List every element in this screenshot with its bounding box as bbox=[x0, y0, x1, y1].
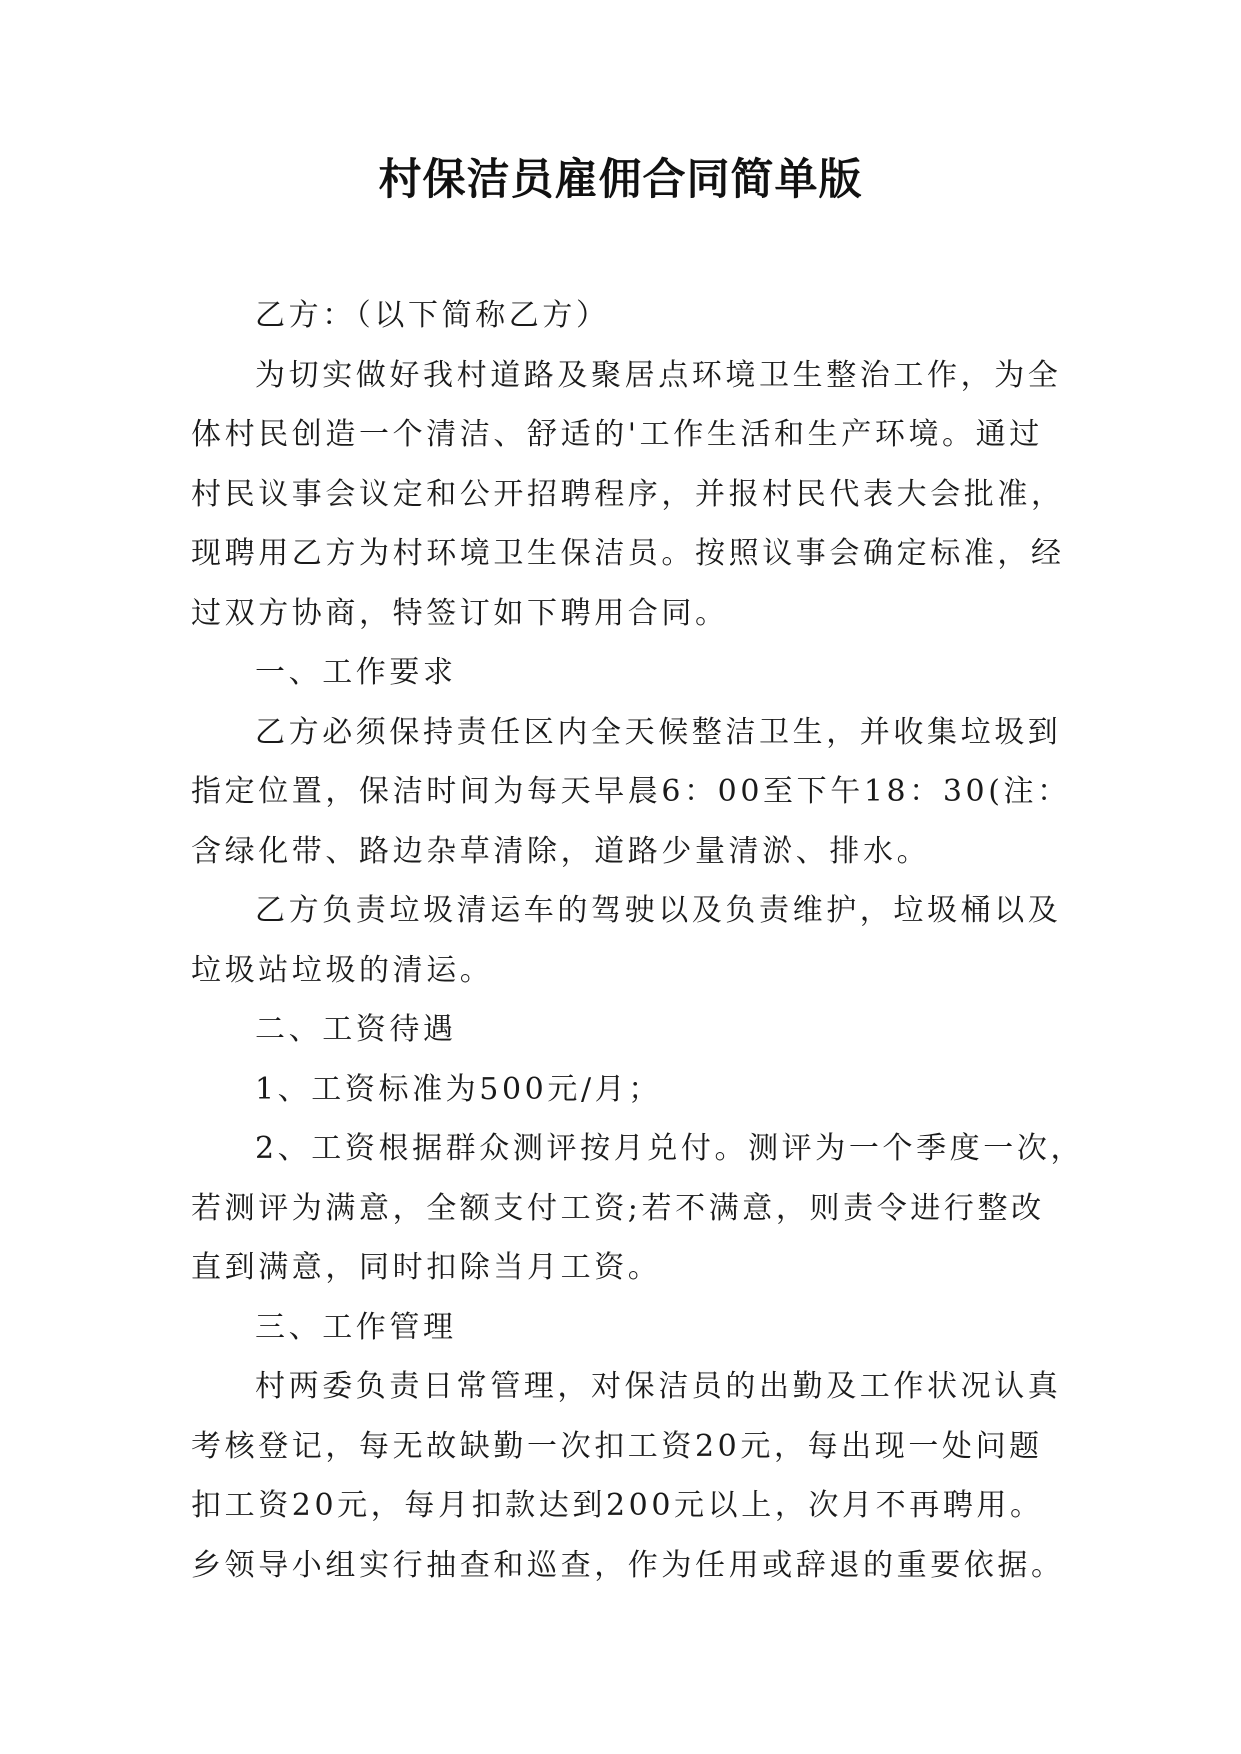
body-line: 村民议事会议定和公开招聘程序，并报村民代表大会批准， bbox=[191, 476, 1065, 512]
section-heading-wages: 二、工资待遇 bbox=[255, 1012, 457, 1047]
body-line: 指定位置，保洁时间为每天早晨6：00至下午18：30(注： bbox=[191, 774, 1071, 809]
body-line: 2、工资根据群众测评按月兑付。测评为一个季度一次， bbox=[255, 1131, 1085, 1166]
body-line: 体村民创造一个清洁、舒适的'工作生活和生产环境。通过 bbox=[191, 417, 1043, 452]
body-line: 含绿化带、路边杂草清除，道路少量清淤、排水。 bbox=[191, 833, 931, 869]
section-heading-work-management: 三、工作管理 bbox=[255, 1309, 457, 1345]
body-line: 乙方必须保持责任区内全天候整洁卫生，并收集垃圾到 bbox=[255, 714, 1062, 750]
document-body bbox=[191, 286, 1085, 1595]
body-line: 村两委负责日常管理，对保洁员的出勤及工作状况认真 bbox=[255, 1369, 1062, 1404]
body-line: 1、工资标准为500元/月； bbox=[255, 1071, 662, 1107]
body-line: 乡领导小组实行抽查和巡查，作为任用或辞退的重要依据。 bbox=[191, 1547, 1065, 1583]
body-line: 乙方：（以下简称乙方） bbox=[255, 298, 610, 333]
body-line: 若测评为满意，全额支付工资;若不满意，则责令进行整改 bbox=[191, 1190, 1045, 1226]
body-line: 为切实做好我村道路及聚居点环境卫生整治工作，为全 bbox=[255, 357, 1062, 393]
body-line: 垃圾站垃圾的清运。 bbox=[191, 952, 494, 988]
body-line: 直到满意，同时扣除当月工资。 bbox=[191, 1250, 662, 1285]
body-line: 乙方负责垃圾清运车的驾驶以及负责维护，垃圾桶以及 bbox=[255, 893, 1062, 928]
body-line: 扣工资20元，每月扣款达到200元以上，次月不再聘用。 bbox=[191, 1488, 1044, 1523]
body-line: 考核登记，每无故缺勤一次扣工资20元，每出现一处问题 bbox=[191, 1428, 1043, 1464]
document-title: 村保洁员雇佣合同简单版 bbox=[378, 155, 863, 205]
body-line: 现聘用乙方为村环境卫生保洁员。按照议事会确定标准，经 bbox=[191, 536, 1065, 571]
section-heading-work-requirements: 一、工作要求 bbox=[255, 655, 457, 690]
body-line: 过双方协商，特签订如下聘用合同。 bbox=[191, 595, 729, 631]
